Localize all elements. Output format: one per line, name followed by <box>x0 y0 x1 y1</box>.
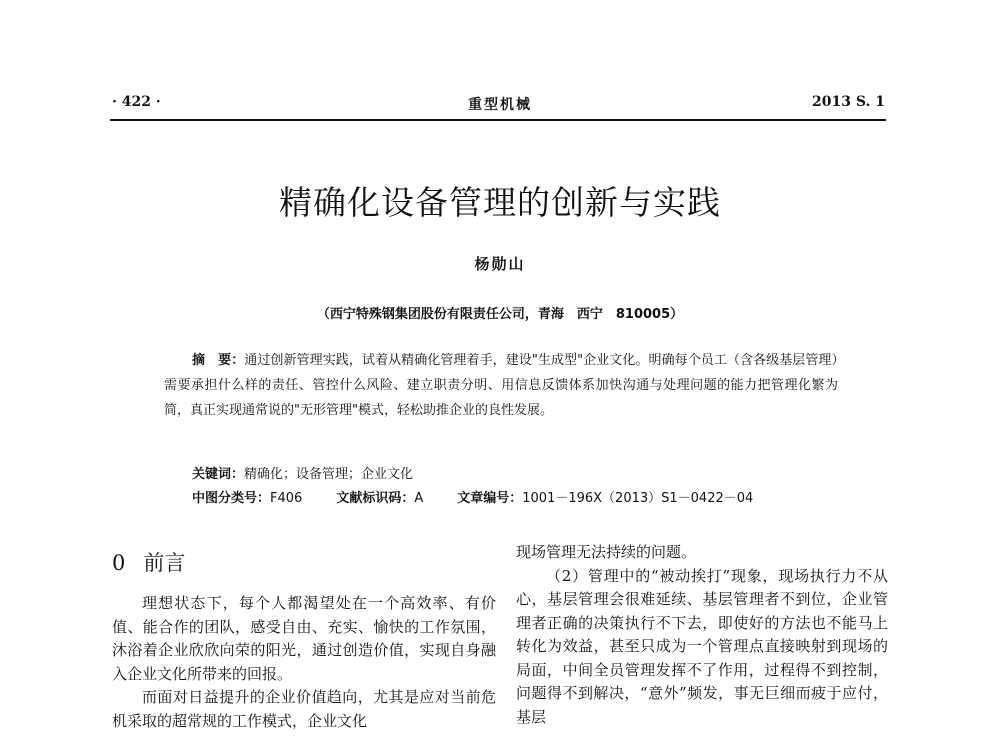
paragraph: 现场管理无法持续的问题。 <box>516 543 697 561</box>
abstract-text: 通过创新管理实践，试着从精确化管理着手，建设"生成型"企业文化。明确每个员工（含各级基层管理）需要承担什么样的责任、管控什么风险、建立职责分明、用信息反馈体系加快沟通与处理问题的能力把管理化繁为简，真正实现通常说的"无形管理"模式，轻松助推企业的良性发展。 <box>164 353 838 418</box>
section-heading <box>112 547 185 577</box>
keywords <box>192 463 413 482</box>
doc-code-value: A <box>414 491 424 506</box>
clc-label: 中图分类号： <box>192 491 271 506</box>
article-no-value: 1001－196X（2013）S1－0422－04 <box>522 491 754 506</box>
abstract <box>164 348 838 423</box>
section-number: 0 <box>112 551 126 575</box>
article-no-label: 文章编号： <box>457 491 523 506</box>
section-title: 前言 <box>143 551 186 575</box>
paragraph: 理想状态下，每个人都渴望处在一个高效率、有价值、能合作的团队，感受自由、充实、愉快的工作氛围，沐浴着企业欣欣向荣的阳光，通过创造价值，实现自身融入企业文化所带来的回报。 <box>112 594 496 683</box>
keywords-label: 关键词： <box>192 467 245 482</box>
clc-value: F406 <box>270 491 303 506</box>
issue-number: 2013 S. 1 <box>812 94 885 110</box>
abstract-label: 摘 要： <box>192 353 245 368</box>
paragraph: 而面对日益提升的企业价值趋向，尤其是应对当前危机采取的超常规的工作模式，企业文化 <box>112 688 496 730</box>
left-column <box>112 592 496 733</box>
affiliation: （西宁特殊钢集团股份有限责任公司，青海 西宁 810005） <box>316 307 684 322</box>
journal-name: 重型机械 <box>468 97 532 113</box>
page-number: · 422 · <box>112 94 161 110</box>
doc-code-label: 文献标识码： <box>336 491 415 506</box>
paragraph: （2）管理中的“被动挨打”现象，现场执行力不从心，基层管理会很难延续、基层管理者不到位，企业管理者正确的决策执行不下去，即使好的方法也不能马上转化为效益，甚至只成为一个管理点直接映射到现场的局面，中间全员管理发挥不了作用，过程得不到控制，问题得不到解决，“意外”频发，事无巨细而疲于应付，基层 <box>516 566 888 726</box>
author: 杨勋山 <box>474 255 526 273</box>
article-title: 精确化设备管理的创新与实践 <box>279 183 721 222</box>
classification-line <box>192 487 753 506</box>
right-column <box>516 541 888 729</box>
keywords-text: 精确化；设备管理；企业文化 <box>244 467 414 482</box>
header-rule <box>110 119 886 121</box>
